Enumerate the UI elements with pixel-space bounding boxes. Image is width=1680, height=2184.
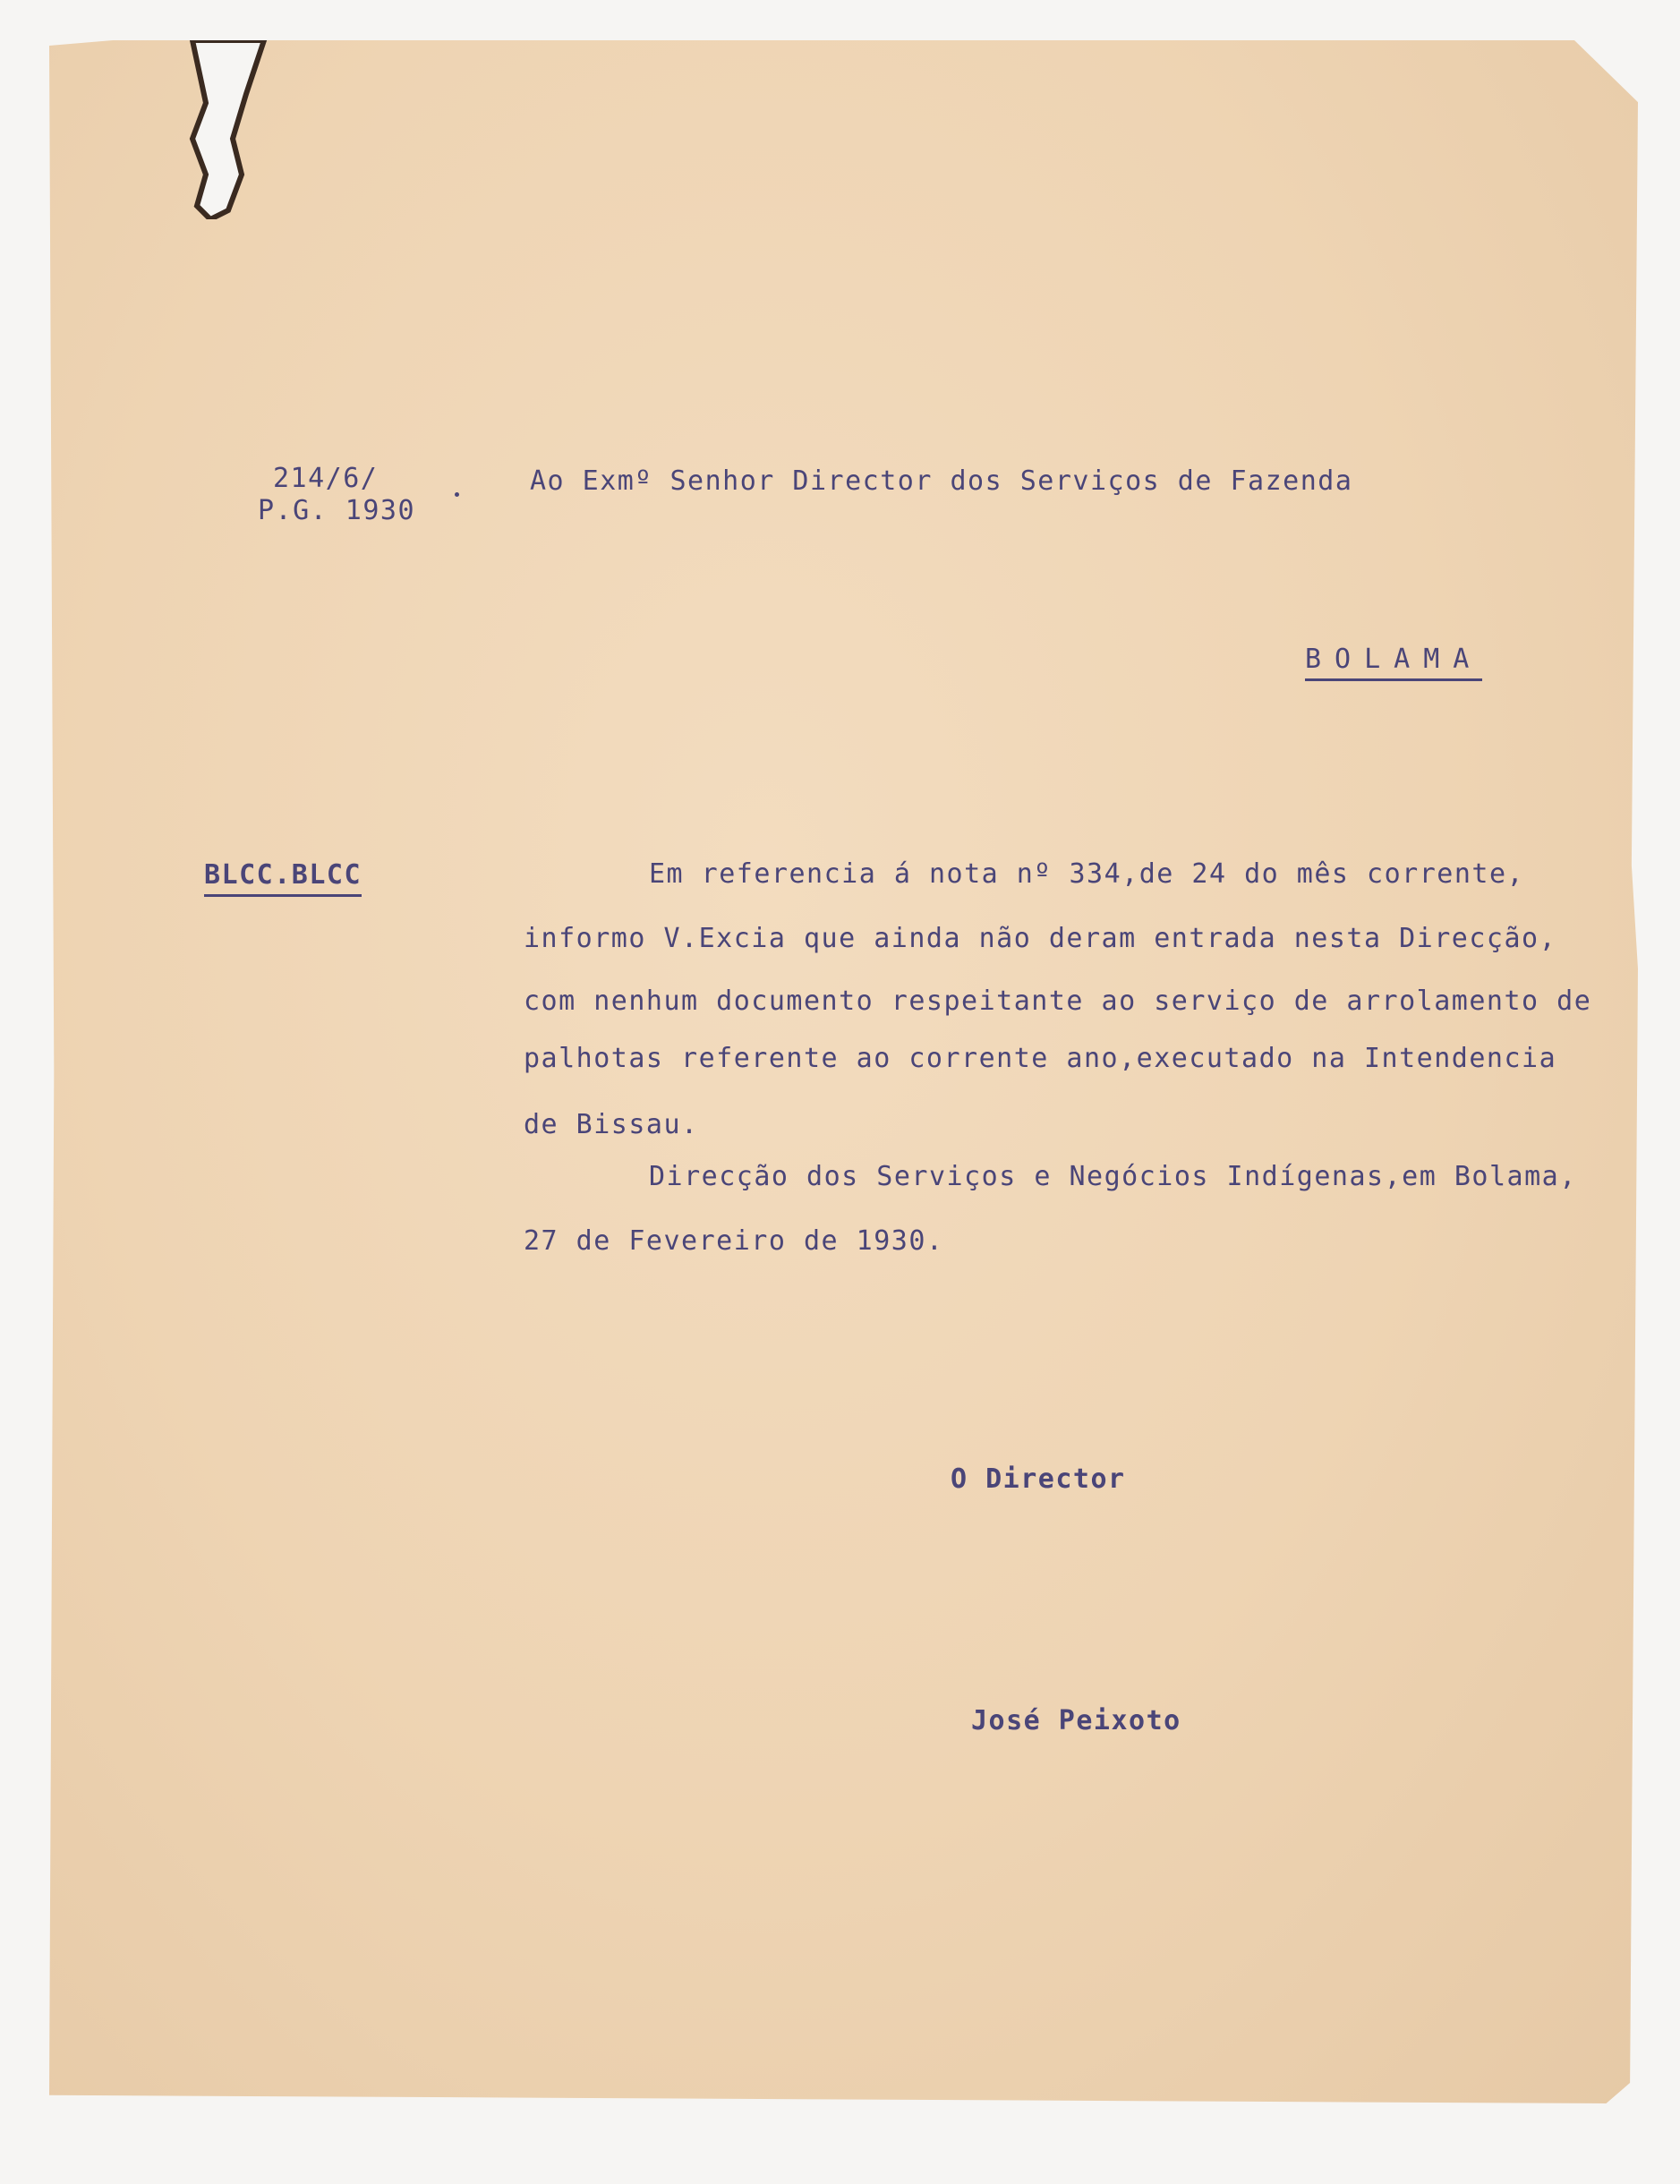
- body-line: palhotas referente ao corrente ano,executado na Intendencia: [524, 1043, 1557, 1074]
- city-heading: BOLAMA: [1305, 646, 1482, 681]
- reference-number: 214/6/: [273, 463, 379, 494]
- signatory-title: O Director: [951, 1463, 1126, 1495]
- ink-dot: [455, 492, 459, 497]
- signatory-name: José Peixoto: [971, 1705, 1181, 1736]
- burn-mark-icon: [157, 40, 282, 219]
- body-line: de Bissau.: [524, 1109, 699, 1140]
- body-line: Em referencia á nota nº 334,de 24 do mês corrente,: [649, 858, 1525, 890]
- date-line: 27 de Fevereiro de 1930.: [524, 1225, 944, 1257]
- body-line: informo V.Excia que ainda não deram entrada nesta Direcção,: [524, 923, 1557, 954]
- body-line: com nenhum documento respeitante ao serviço de arrolamento de: [524, 985, 1592, 1017]
- addressee-line: Ao Exmº Senhor Director dos Serviços de Fazenda: [530, 465, 1353, 497]
- closing-line: Direcção dos Serviços e Negócios Indígenas,em Bolama,: [649, 1161, 1577, 1192]
- reference-process: P.G. 1930: [258, 495, 416, 526]
- file-reference: BLCC.BLCC: [204, 862, 362, 897]
